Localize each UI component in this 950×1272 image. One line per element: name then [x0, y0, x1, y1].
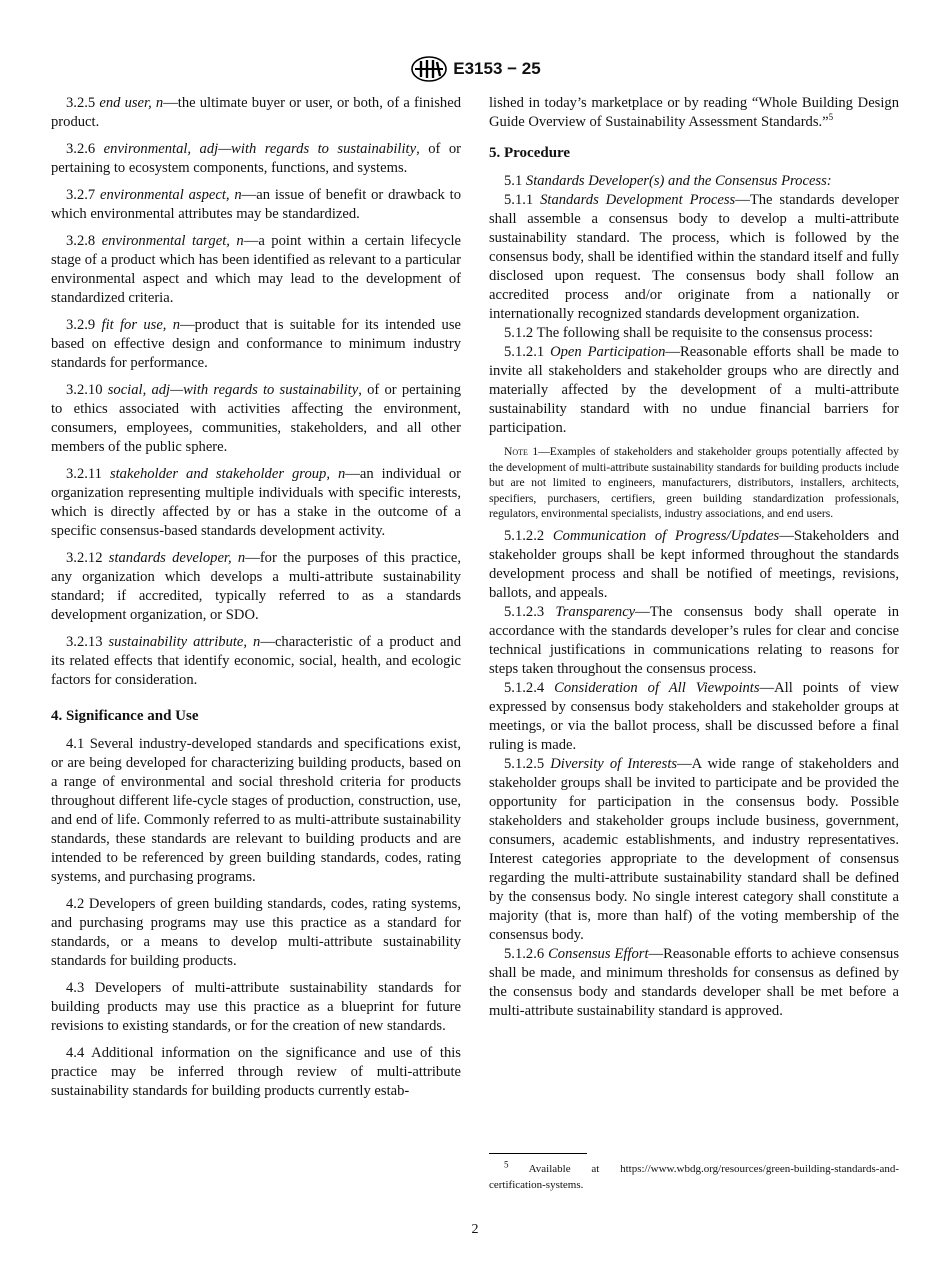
definition-3-2-8: 3.2.8 environmental target, n—a point within a certain lifecycle stage of a product which has been identified as relevant to a particular environmental aspect and which may lead to the development of standardized criteria.	[51, 233, 461, 306]
paragraph-5-1-2-6: 5.1.2.6 Consensus Effort—Reasonable efforts to achieve consensus shall be made, and minimum thresholds for consensus as defined by the consensus body and standards developer shall be met before a multi-attribute sustainability standard is approved.	[489, 945, 899, 1019]
paragraph-4-2: 4.2 Developers of green building standards, codes, rating systems, and purchasing programs may use this practice as a standard for standards, or a means to develop multi-attribute sustainability standards for building products.	[51, 896, 461, 969]
definition-3-2-10: 3.2.10 social, adj—with regards to sustainability, of or pertaining to ethics associated with activities affecting the environment, consumers, employees, communities, stakeholders, and all other members of the public sphere.	[51, 382, 461, 455]
footnote-divider	[489, 1153, 587, 1154]
paragraph-4-1: 4.1 Several industry-developed standards and specifications exist, or are being developed for characterizing building products, based on a range of environmental and social threshold criteria for products throughout different life-cycle stages of production, construction, use, and end of life. Commonly referred to as multi-attribute sustainability standards, these standards are relevant to building products and are intended to be referenced by green building standards, codes, rating systems, and purchasing programs.	[51, 736, 461, 885]
paragraph-4-4: 4.4 Additional information on the significance and use of this practice may be inferred through review of multi-attribute sustainability standards for building products currently estab-	[51, 1045, 461, 1099]
continuation-paragraph: lished in today’s marketplace or by reading “Whole Building Design Guide Overview of Sustainability Assessment Standards.”$^5$	[489, 95, 899, 130]
left-column	[51, 94, 461, 1109]
definition-3-2-12: 3.2.12 standards developer, n—for the purposes of this practice, any organization which develops a multi-attribute sustainability standard; if accredited, typically referred to as a standards development organization, or SDO.	[51, 550, 461, 623]
definitions-list	[51, 94, 461, 690]
definition-3-2-7: 3.2.7 environmental aspect, n—an issue of benefit or drawback to which environmental attributes may be standardized.	[51, 187, 461, 222]
definition-3-2-6: 3.2.6 environmental, adj—with regards to sustainability, of or pertaining to ecosystem components, functions, and systems.	[51, 141, 461, 176]
section-5-heading: 5. Procedure	[489, 145, 571, 161]
page-number: 2	[471, 1222, 479, 1237]
paragraph-5-1-2-5: 5.1.2.5 Diversity of Interests—A wide range of stakeholders and stakeholder groups shall be invited to participate and be provided the opportunity for participation in the consensus body. Possible stakeholders and stakeholder groups include business, government, consumers, academic establishments, and industry representatives. Interest categories appropriate to the development of consensus regarding the multi-attribute sustainability standard shall be defined by the consensus body. No single interest category shall constitute a majority (that is, more than half) of the voting membership of the consensus body.	[489, 755, 899, 943]
astm-logo-icon	[409, 55, 449, 83]
paragraph-5-1-1: 5.1.1 Standards Development Process—The standards developer shall assemble a consensus body to develop a multi-attribute sustainability standard. The process, which is followed by the consensus body, shall be identified within the standard itself and fully disclosed upon request. The consensus body shall follow an accredited process and/or originate from a nationally or internationally recognized standards development organization.	[489, 192, 899, 322]
paragraph-5-1-2-1: 5.1.2.1 Open Participation—Reasonable efforts shall be made to invite all stakeholders and stakeholder groups who are directly and materially affected by the development of a multi-attribute sustainability standard with no undue financial barriers for participation.	[489, 344, 899, 436]
page-header	[0, 55, 950, 83]
definition-3-2-5: 3.2.5 end user, n—the ultimate buyer or user, or both, of a finished product.	[51, 95, 461, 130]
definition-3-2-9: 3.2.9 fit for use, n—product that is suitable for its intended use based on effective design and conformance to minimum industry standards for performance.	[51, 317, 462, 371]
paragraph-5-1-2: 5.1.2 The following shall be requisite to the consensus process:	[504, 325, 873, 341]
paragraph-5-1-2-3: 5.1.2.3 Transparency—The consensus body shall operate in accordance with the standards developer’s rules for clear and concise technical justifications in communications relating to reasons for steps taken throughout the consensus process.	[489, 603, 900, 677]
definition-3-2-13: 3.2.13 sustainability attribute, n—characteristic of a product and its related effects that identify economic, social, health, and ecologic factors for consideration.	[51, 634, 461, 688]
paragraph-4-3: 4.3 Developers of multi-attribute sustainability standards for building products may use this practice as a blueprint for future revisions to existing standards, or for the creation of new standards.	[51, 980, 461, 1034]
footnote-ref[interactable]: 5	[828, 112, 834, 123]
footnote-5: $^5$ Available at https://www.wbdg.org/resources/green-building-standards-and-certification-systems.	[489, 1159, 899, 1191]
section-4-heading: 4. Significance and Use	[51, 708, 199, 724]
right-column	[489, 94, 899, 1021]
paragraph-5-1-2-2: 5.1.2.2 Communication of Progress/Updates—Stakeholders and stakeholder groups shall be kept informed throughout the standards development process and shall be notified of meetings, revisions, ballots, and appeals.	[489, 527, 900, 601]
paragraph-5-1-2-4: 5.1.2.4 Consideration of All Viewpoints—All points of view expressed by consensus body stakeholders and stakeholder groups at meetings, or via the ballot process, shall be discussed before a final ruling is made.	[489, 679, 899, 753]
definition-3-2-11: 3.2.11 stakeholder and stakeholder group, n—an individual or organization representing multiple individuals with specific interests, which is directly affected by or has a stake in the outcome of a specific consensus-based standards development activity.	[51, 466, 461, 539]
paragraph-5-1: 5.1 Standards Developer(s) and the Consensus Process:	[504, 173, 832, 189]
note-1: Note 1—Examples of stakeholders and stakeholder groups potentially affected by the development of multi-attribute sustainability standards for building products include but are not limited to engineers, manufacturers, distributors, installers, architects, specifiers, purchasers, certifiers, green building standardization professionals, regulators, environmental specialists, industry associations, and end users.	[489, 445, 899, 521]
document-id: E3153 − 25	[453, 59, 541, 78]
